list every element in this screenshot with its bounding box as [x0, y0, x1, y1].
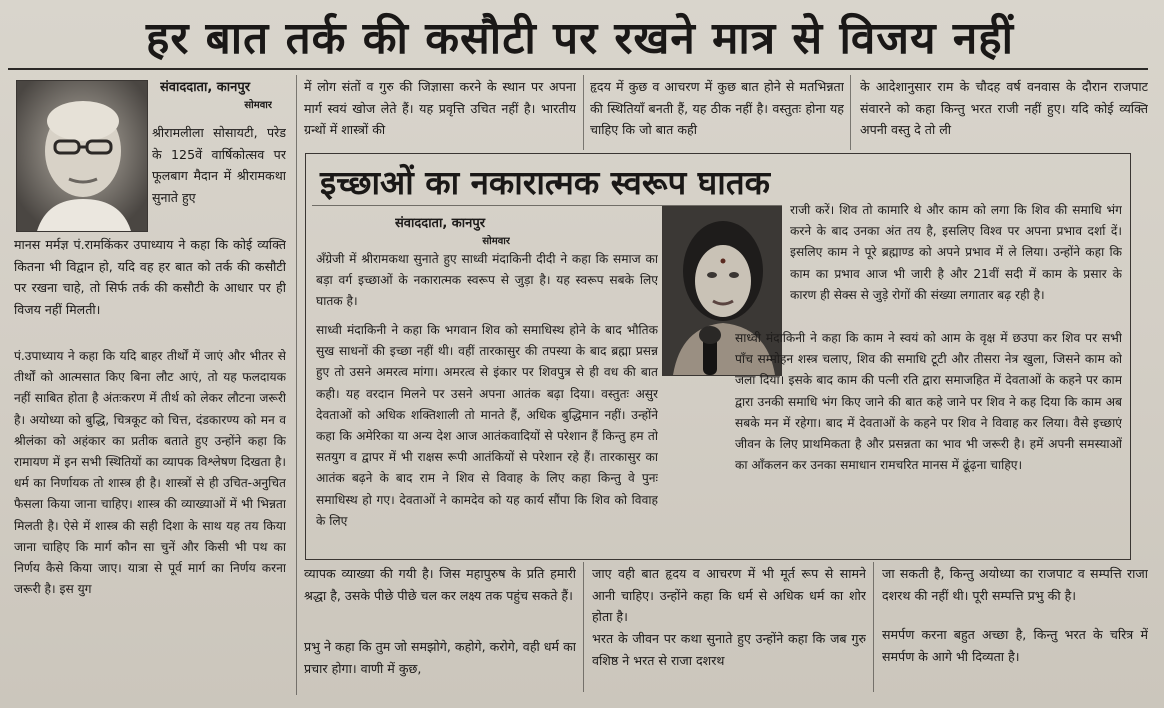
- story2-col2-para1: राजी करें। शिव तो कामारि थे और काम को लगा कि शिव की समाधि भंग करने के बाद उनका अंत तय है, इसलिए विश्व पर अपना प्रभाव दर्शा दें। इसलिए काम ने पूरे ब्रह्माण्ड को अपने प्रभाव में ले लिया। उन्होंने कहा कि काम का प्रभाव आज भी जारी है और 21वीं सदी में काम के प्रसार के कारण ही सेक्स से जुड़े रोगों की संख्या लगातार बढ़ रही है।: [790, 203, 1122, 302]
- column-rule-1: [296, 75, 297, 695]
- column-rule-3: [850, 75, 851, 150]
- story2-dateline-text: संवाददाता, कानपुर: [395, 216, 486, 231]
- story2-col1-cont: [316, 320, 658, 550]
- main-headline: हर बात तर्क की कसौटी पर रखने मात्र से विजय नहीं: [145, 13, 1015, 64]
- story1-col4-bottom2: [882, 624, 1148, 690]
- story2-col2: [790, 200, 1122, 330]
- story1-col4-top: [860, 76, 1148, 146]
- story2-col1-para1: अँग्रेजी में श्रीरामकथा सुनाते हुए साध्वी मंदाकिनी दीदी ने कहा कि समाज का बड़ा वर्ग इच्छाओं के नकारात्मक स्वरूप से जुड़ा है। यह स्वरूप सबके लिए घातक है।: [316, 252, 658, 309]
- column-rule-2: [583, 75, 584, 150]
- story1-col3-bottom2: [592, 628, 866, 692]
- story1-col1-body2: [14, 346, 286, 696]
- story1-col3-top-text: हृदय में कुछ व आचरण में कुछ बात होने से मतभिन्नता की स्थितियाँ बनती हैं, यह ठीक नहीं है। वस्तुतः होना यह चाहिए कि जो बात कही: [590, 79, 844, 137]
- story1-col1-beside-photo-text: श्रीरामलीला सोसायटी, परेड के 125वें वार्षिकोत्सव पर फूलबाग मैदान में श्रीरामकथा सुनाते हुए: [152, 125, 286, 205]
- portrait-man-photo: [16, 80, 148, 232]
- story1-col4-top-text: के आदेशानुसार राम के चौदह वर्ष वनवास के दौरान राजपाट संवारने को कहा किन्तु भरत राजी नहीं हुए। यदि कोई व्यक्ति अपनी वस्तु दे तो ली: [860, 79, 1148, 137]
- story1-col4-bottom-text: जा सकती है, किन्तु अयोध्या का राजपाट व सम्पत्ति राजा दशरथ की नहीं थी। पूरी सम्पत्ति प्रभु की है।: [882, 566, 1148, 603]
- story1-dateline: [160, 76, 290, 98]
- story1-col4-bottom: [882, 563, 1148, 629]
- story1-col2-top-text: में लोग संतों व गुरु की जिज्ञासा करने के स्थान पर अपना मार्ग स्वयं खोज लेते हैं। यह प्रवृत्ति उचित नहीं है। भारतीय ग्रन्थों में शास्त्रों की: [304, 79, 576, 137]
- story1-col1-body: [14, 234, 286, 344]
- column-rule-4: [583, 562, 584, 692]
- story1-col4-bottom2-text: समर्पण करना बहुत अच्छा है, किन्तु भरत के चरित्र में समर्पण के आगे भी दिव्यता है।: [882, 627, 1148, 664]
- story1-dateline-text: संवाददाता, कानपुर: [160, 80, 251, 95]
- column-rule-5: [873, 562, 874, 692]
- story2-day: सोमवार: [482, 236, 510, 247]
- story1-col1-para1: मानस मर्मज्ञ पं.रामकिंकर उपाध्याय ने कहा कि कोई व्यक्ति कितना भी विद्वान हो, यदि वह हर बात को तर्क की कसौटी पर रखना चाहे, तो सिर्फ तर्क की कसौटी के आधार पर ही विजय नहीं मिलती।: [14, 237, 286, 317]
- story1-col2-top: [304, 76, 576, 146]
- story1-col2-bottom2: [304, 636, 576, 700]
- story2-col2-cont: [735, 328, 1122, 552]
- story2-headline: इच्छाओं का नकारात्मक स्वरूप घातक: [320, 163, 770, 202]
- story1-col1-beside-photo: [152, 122, 286, 234]
- portrait-man-icon: [17, 81, 147, 231]
- story1-col2-bottom2-text: प्रभु ने कहा कि तुम जो समझोगे, कहोगे, करोगे, वही धर्म का प्रचार होगा। वाणी में कुछ,: [304, 639, 576, 676]
- story2-dateline: [395, 212, 575, 234]
- story1-col3-bottom-text: जाए वही बात हृदय व आचरण में भी मूर्त रूप से सामने आनी चाहिए। उन्होंने कहा कि धर्म से अधिक धर्म का शोर होता है।: [592, 566, 866, 624]
- story2-col2-para2: साध्वी मंदाकिनी ने कहा कि काम ने स्वयं को आम के वृक्ष में छउपा कर शिव पर सभी पाँच सम्मोहन शस्त्र चलाए, शिव की समाधि टूटी और तीसरा नेत्र खुला, जिसने काम को जला दिया। इसके बाद काम की पत्नी रति द्वारा समाजहित में देवताओं के कहने पर काम द्वारा उनकी समाधि भंग किए जाने की बात कहे जाने पर शिव ने कह दिया कि काम अब सबके मन में रहेगा। बाद में देवताओं के कहने पर शिव ने विवाह कर लिया। वैसे इच्छाएं जीवन के लिए प्राथमिकता है और प्रसन्नता का भाव भी जरूरी है। हमें अपनी समस्याओं का आँकलन कर उनका समाधान रामचरित मानस में ढूंढ़ना चाहिए।: [735, 331, 1122, 473]
- headline-rule: [8, 68, 1148, 70]
- story1-col3-bottom: [592, 563, 866, 633]
- story1-col3-top: [590, 76, 844, 146]
- story1-col2-bottom: [304, 563, 576, 633]
- story1-col2-bottom-text: व्यापक व्याख्या की गयी है। जिस महापुरुष के प्रति हमारी श्रद्धा है, उसके पीछे पीछे चल कर लक्ष्य तक पहुंच सकते हैं।: [304, 566, 576, 603]
- story1-day: सोमवार: [244, 100, 272, 111]
- story1-col1-para2: पं.उपाध्याय ने कहा कि यदि बाहर तीर्थों में जाएं और भीतर से तीर्थों को आत्मसात किए बिना लौट आएं, तो यह फलदायक नहीं साबित होता है अंतःकरण में तीर्थ को लेकर लौटना जरूरी है। अयोध्या को बुद्धि, चित्रकूट को चित्त, दंडकारण्य को मन व श्रीलंका को अहंकार का प्रतीक बताते हुए उन्होंने कहा कि रामायण में इन सभी स्थितियों का व्यापक विश्लेषण दिखता है। धर्म का निर्णायक तो शास्त्र ही है। शास्त्रों से ही उचित-अनुचित फैसला किया जाना चाहिए। शास्त्र की व्याख्याओं में भी भिन्नता मिलती है। ऐसे में शास्त्र की सही दिशा के साथ यह तय किया जाना चाहिए कि मार्ग कौन सा चुनें और किसी भी पथ का निर्णय कैसे किया जाए। यात्रा से पूर्व मार्ग का निर्णय करना जरूरी है। इस युग: [14, 349, 286, 597]
- story2-col1-para2: साध्वी मंदाकिनी ने कहा कि भगवान शिव को समाधिस्थ होने के बाद भौतिक सुख साधनों की इच्छा नहीं थी। वहीं तारकासुर की तपस्या के बाद ब्रह्मा प्रसन्न हुए तो उसने अमरत्व मांगा। अमरत्व से इंकार पर शिवपुत्र से ही वध की बात कही। यह वरदान मिलने पर उसने अपना आतंक बढ़ा दिया। वस्तुतः असुर देवताओं को अधिक शक्तिशाली तो मानते हैं, अधिक बुद्धिमान नहीं। उन्होंने कहा कि अमेरिका या अन्य देश आज आतंकवादियों से परेशान हैं किन्तु हम तो सतयुग व द्वापर में भी राक्षस रूपी आतंकियों से परेशान रहे हैं। तारकासुर का आतंक बढ़ने के बाद राम ने शिव से विवाह के लिए कहा किन्तु वे पुनः समाधिस्थ हो गए। देवताओं ने कामदेव को यह कार्य सौंपा कि शिव को विवाह के लिए: [316, 323, 658, 528]
- story1-col3-bottom2-text: भरत के जीवन पर कथा सुनाते हुए उन्होंने कहा कि जब गुरु वशिष्ठ ने भरत से राजा दशरथ: [592, 631, 866, 668]
